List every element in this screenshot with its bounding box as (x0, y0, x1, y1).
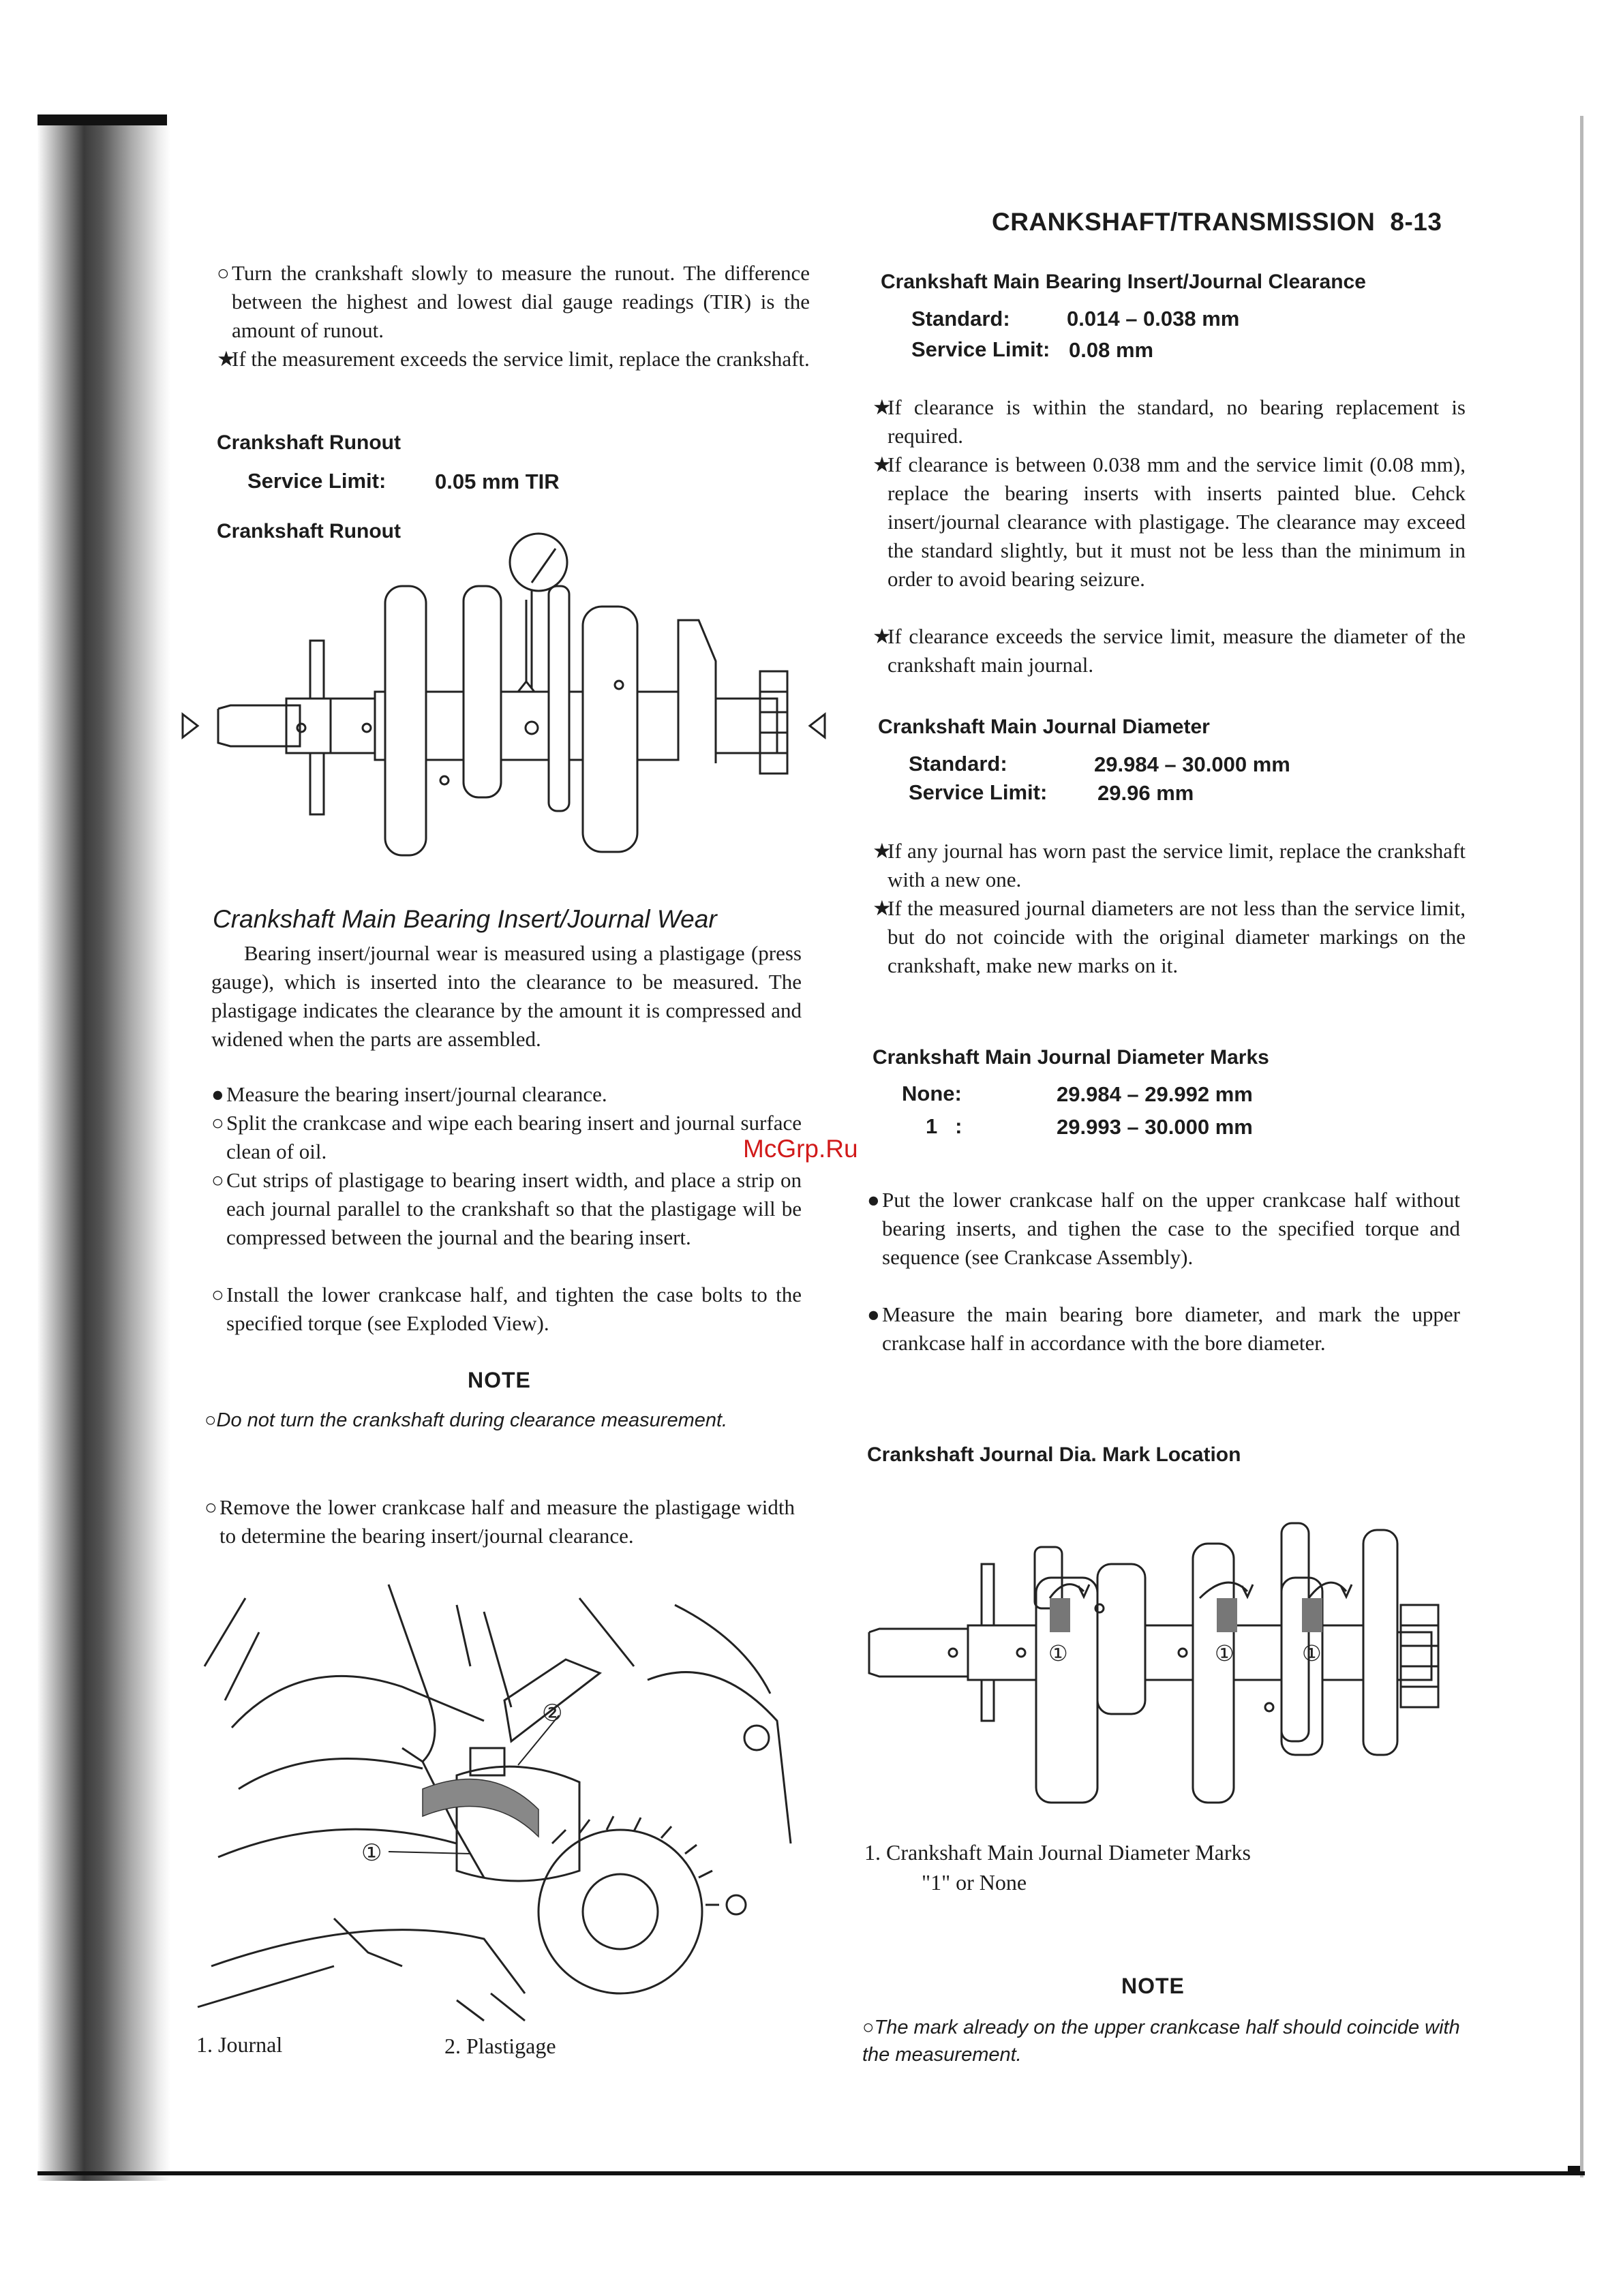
list-item-text: Measure the main bearing bore diameter, and mark the upper crankcase half in accordance with the bore diameter. (882, 1302, 1460, 1355)
remove-step (204, 1493, 795, 1582)
wear-paragraph: Bearing insert/journal wear is measured using a plastigage (press gauge), which is inserted into the clearance to be measured. The plastigage indicates the clearance by the amount it is compressed and widened when the parts are assembled. (211, 941, 802, 1051)
list-item-text: Turn the crankshaft slowly to measure the runout. The difference between the highest and lowest dial gauge readings (TIR) is the amount of runout. (232, 261, 810, 342)
journal-mark-1: ① (1048, 1641, 1068, 1666)
list-item (873, 622, 1466, 679)
list-item-text: Cut strips of plastigage to bearing insert width, and place a strip on each journal parallel to the crankshaft so that the plastigage will be compressed between the journal and the bearing insert. (226, 1168, 802, 1249)
dot-bullet-icon: ● (211, 1082, 224, 1106)
marks-row-none-range: 29.984 – 29.992 mm (1057, 1082, 1253, 1106)
star-bullet-icon: ★ (873, 839, 892, 863)
right-note-text: The mark already on the upper crankcase half should coincide with the measurement. (862, 2017, 1460, 2066)
top-edge-line (37, 114, 167, 125)
clearance-standard-label: Standard: (911, 307, 1010, 331)
diameter-standard-label: Standard: (909, 752, 1007, 776)
circle-bullet-icon: ○ (204, 1409, 217, 1431)
circle-bullet-icon: ○ (211, 1283, 224, 1306)
marks-row-one-range: 29.993 – 30.000 mm (1057, 1115, 1253, 1139)
v-block-right-icon (810, 714, 825, 737)
list-item (867, 1300, 1460, 1358)
list-item (211, 1166, 802, 1252)
callout-plastigage: ② (542, 1701, 563, 1726)
star-bullet-icon: ★ (873, 896, 892, 920)
diameter-mark-hatch-1 (1050, 1598, 1070, 1632)
circle-bullet-icon: ○ (217, 261, 230, 285)
list-item-text: If the measurement exceeds the service limit, replace the crankshaft. (232, 347, 810, 371)
page-header (992, 208, 1442, 236)
right-page-edge (1580, 116, 1583, 2177)
caption-plastigage: 2. Plastigage (444, 2034, 556, 2058)
runout-limit-value: 0.05 mm TIR (435, 470, 560, 493)
right-note-heading: NOTE (1121, 1974, 1185, 1998)
star-bullet-icon: ★ (217, 347, 236, 371)
journal-mark-2: ① (1215, 1641, 1234, 1666)
dot-bullet-icon: ● (867, 1302, 880, 1326)
list-item (211, 1281, 802, 1338)
binding-shadow (37, 116, 170, 2181)
list-item (867, 1186, 1460, 1272)
circle-bullet-icon: ○ (862, 2017, 875, 2038)
v-block-left-icon (183, 714, 198, 737)
caption-journal: 1. Journal (196, 2032, 283, 2057)
runout-spec-title: Crankshaft Runout (217, 431, 401, 454)
list-item-text: If clearance is within the standard, no bearing replacement is required. (888, 395, 1466, 448)
list-item (873, 393, 1466, 450)
star-bullet-icon: ★ (873, 395, 892, 419)
feeler-tool-icon (504, 1659, 600, 1741)
right-note (862, 2014, 1476, 2068)
dot-bullet-icon: ● (867, 1188, 880, 1212)
list-item-text: If clearance exceeds the service limit, measure the diameter of the crankshaft main journal. (888, 624, 1466, 677)
diameter-spec-title: Crankshaft Main Journal Diameter (878, 716, 1210, 738)
page-number: 8-13 (1390, 208, 1442, 236)
location-caption-line1: 1. Crankshaft Main Journal Diameter Marks (864, 1840, 1251, 1865)
circle-bullet-icon: ○ (211, 1111, 224, 1135)
list-item-text: Remove the lower crankcase half and measure the plastigage width to determine the bearing insert/journal clearance. (219, 1495, 795, 1548)
watermark: McGrp.Ru (743, 1135, 858, 1163)
clearance-standard-value: 0.014 – 0.038 mm (1067, 307, 1240, 331)
intro-list (217, 259, 810, 402)
callout-journal: ① (361, 1841, 382, 1866)
marks-row-none-label: None: (902, 1082, 962, 1105)
list-item (204, 1493, 795, 1550)
dial-gauge-icon (510, 534, 567, 591)
list-item (217, 345, 810, 373)
wear-section-title: Crankshaft Main Bearing Insert/Journal Wear (213, 905, 717, 933)
wear-steps-list (211, 1080, 802, 1339)
list-item (211, 1080, 802, 1109)
section-title: CRANKSHAFT/TRANSMISSION (992, 208, 1376, 236)
plastigage-illustration (198, 1585, 798, 2021)
clearance-spec-title: Crankshaft Main Bearing Insert/Journal Clearance (881, 271, 1366, 293)
list-item-text: Put the lower crankcase half on the upper crankcase half without bearing inserts, and tighen the case to the specified torque and sequence (see Crankcase Assembly). (882, 1188, 1460, 1269)
star-bullet-icon: ★ (873, 624, 892, 648)
marks-row-one-label: 1 : (926, 1114, 962, 1138)
list-item (873, 837, 1466, 894)
list-item-text: Measure the bearing insert/journal clearance. (226, 1082, 607, 1106)
circle-bullet-icon: ○ (204, 1495, 217, 1519)
list-item (873, 450, 1466, 594)
diameter-mark-hatch-3 (1302, 1598, 1322, 1632)
list-item (217, 259, 810, 345)
clearance-limit-value: 0.08 mm (1069, 338, 1154, 362)
clearance-limit-label: Service Limit: (911, 337, 1050, 361)
diameter-list (873, 837, 1466, 1007)
clearance-list (873, 393, 1466, 679)
diameter-limit-value: 29.96 mm (1097, 781, 1194, 805)
list-item (211, 1109, 802, 1166)
journal-mark-3: ① (1302, 1641, 1322, 1666)
list-item-text: Install the lower crankcase half, and tighten the case bolts to the specified torque (see Exploded View). (226, 1283, 802, 1335)
list-item (873, 894, 1466, 980)
corner-mark (1568, 2166, 1580, 2173)
list-item-text: Split the crankcase and wipe each bearing insert and journal surface clean of oil. (226, 1111, 802, 1163)
list-item-text: If any journal has worn past the service limit, replace the crankshaft with a new one. (888, 839, 1466, 891)
location-caption-line2: "1" or None (922, 1870, 1027, 1895)
runout-limit-label: Service Limit: (247, 469, 386, 493)
list-item-text: If clearance is between 0.038 mm and the service limit (0.08 mm), replace the bearing inserts with inserts painted blue. Cehck insert/journal clearance with plastigage. The clearance may exceed the standard slightly, but it must not be less than the minimum in order to avoid bearing seizure. (888, 453, 1466, 591)
list-item-text: If the measured journal diameters are not less than the service limit, but do not coincide with the original diameter markings on the crankshaft, make new marks on it. (888, 896, 1466, 977)
bottom-edge-line (37, 2171, 1585, 2175)
assembly-list (867, 1186, 1460, 1390)
left-note (204, 1407, 804, 1434)
runout-figure-title: Crankshaft Runout (217, 520, 401, 542)
left-note-text: Do not turn the crankshaft during clearance measurement. (216, 1409, 728, 1431)
crankshaft-runout-diagram (177, 545, 832, 866)
marks-table-title: Crankshaft Main Journal Diameter Marks (873, 1046, 1269, 1069)
diameter-standard-value: 29.984 – 30.000 mm (1094, 752, 1290, 776)
circle-bullet-icon: ○ (211, 1168, 224, 1192)
left-note-heading: NOTE (468, 1368, 531, 1392)
diameter-limit-label: Service Limit: (909, 780, 1048, 804)
journal-mark-location-diagram (866, 1510, 1466, 1809)
diameter-mark-hatch-2 (1217, 1598, 1237, 1632)
star-bullet-icon: ★ (873, 453, 892, 476)
location-figure-title: Crankshaft Journal Dia. Mark Location (867, 1443, 1241, 1466)
